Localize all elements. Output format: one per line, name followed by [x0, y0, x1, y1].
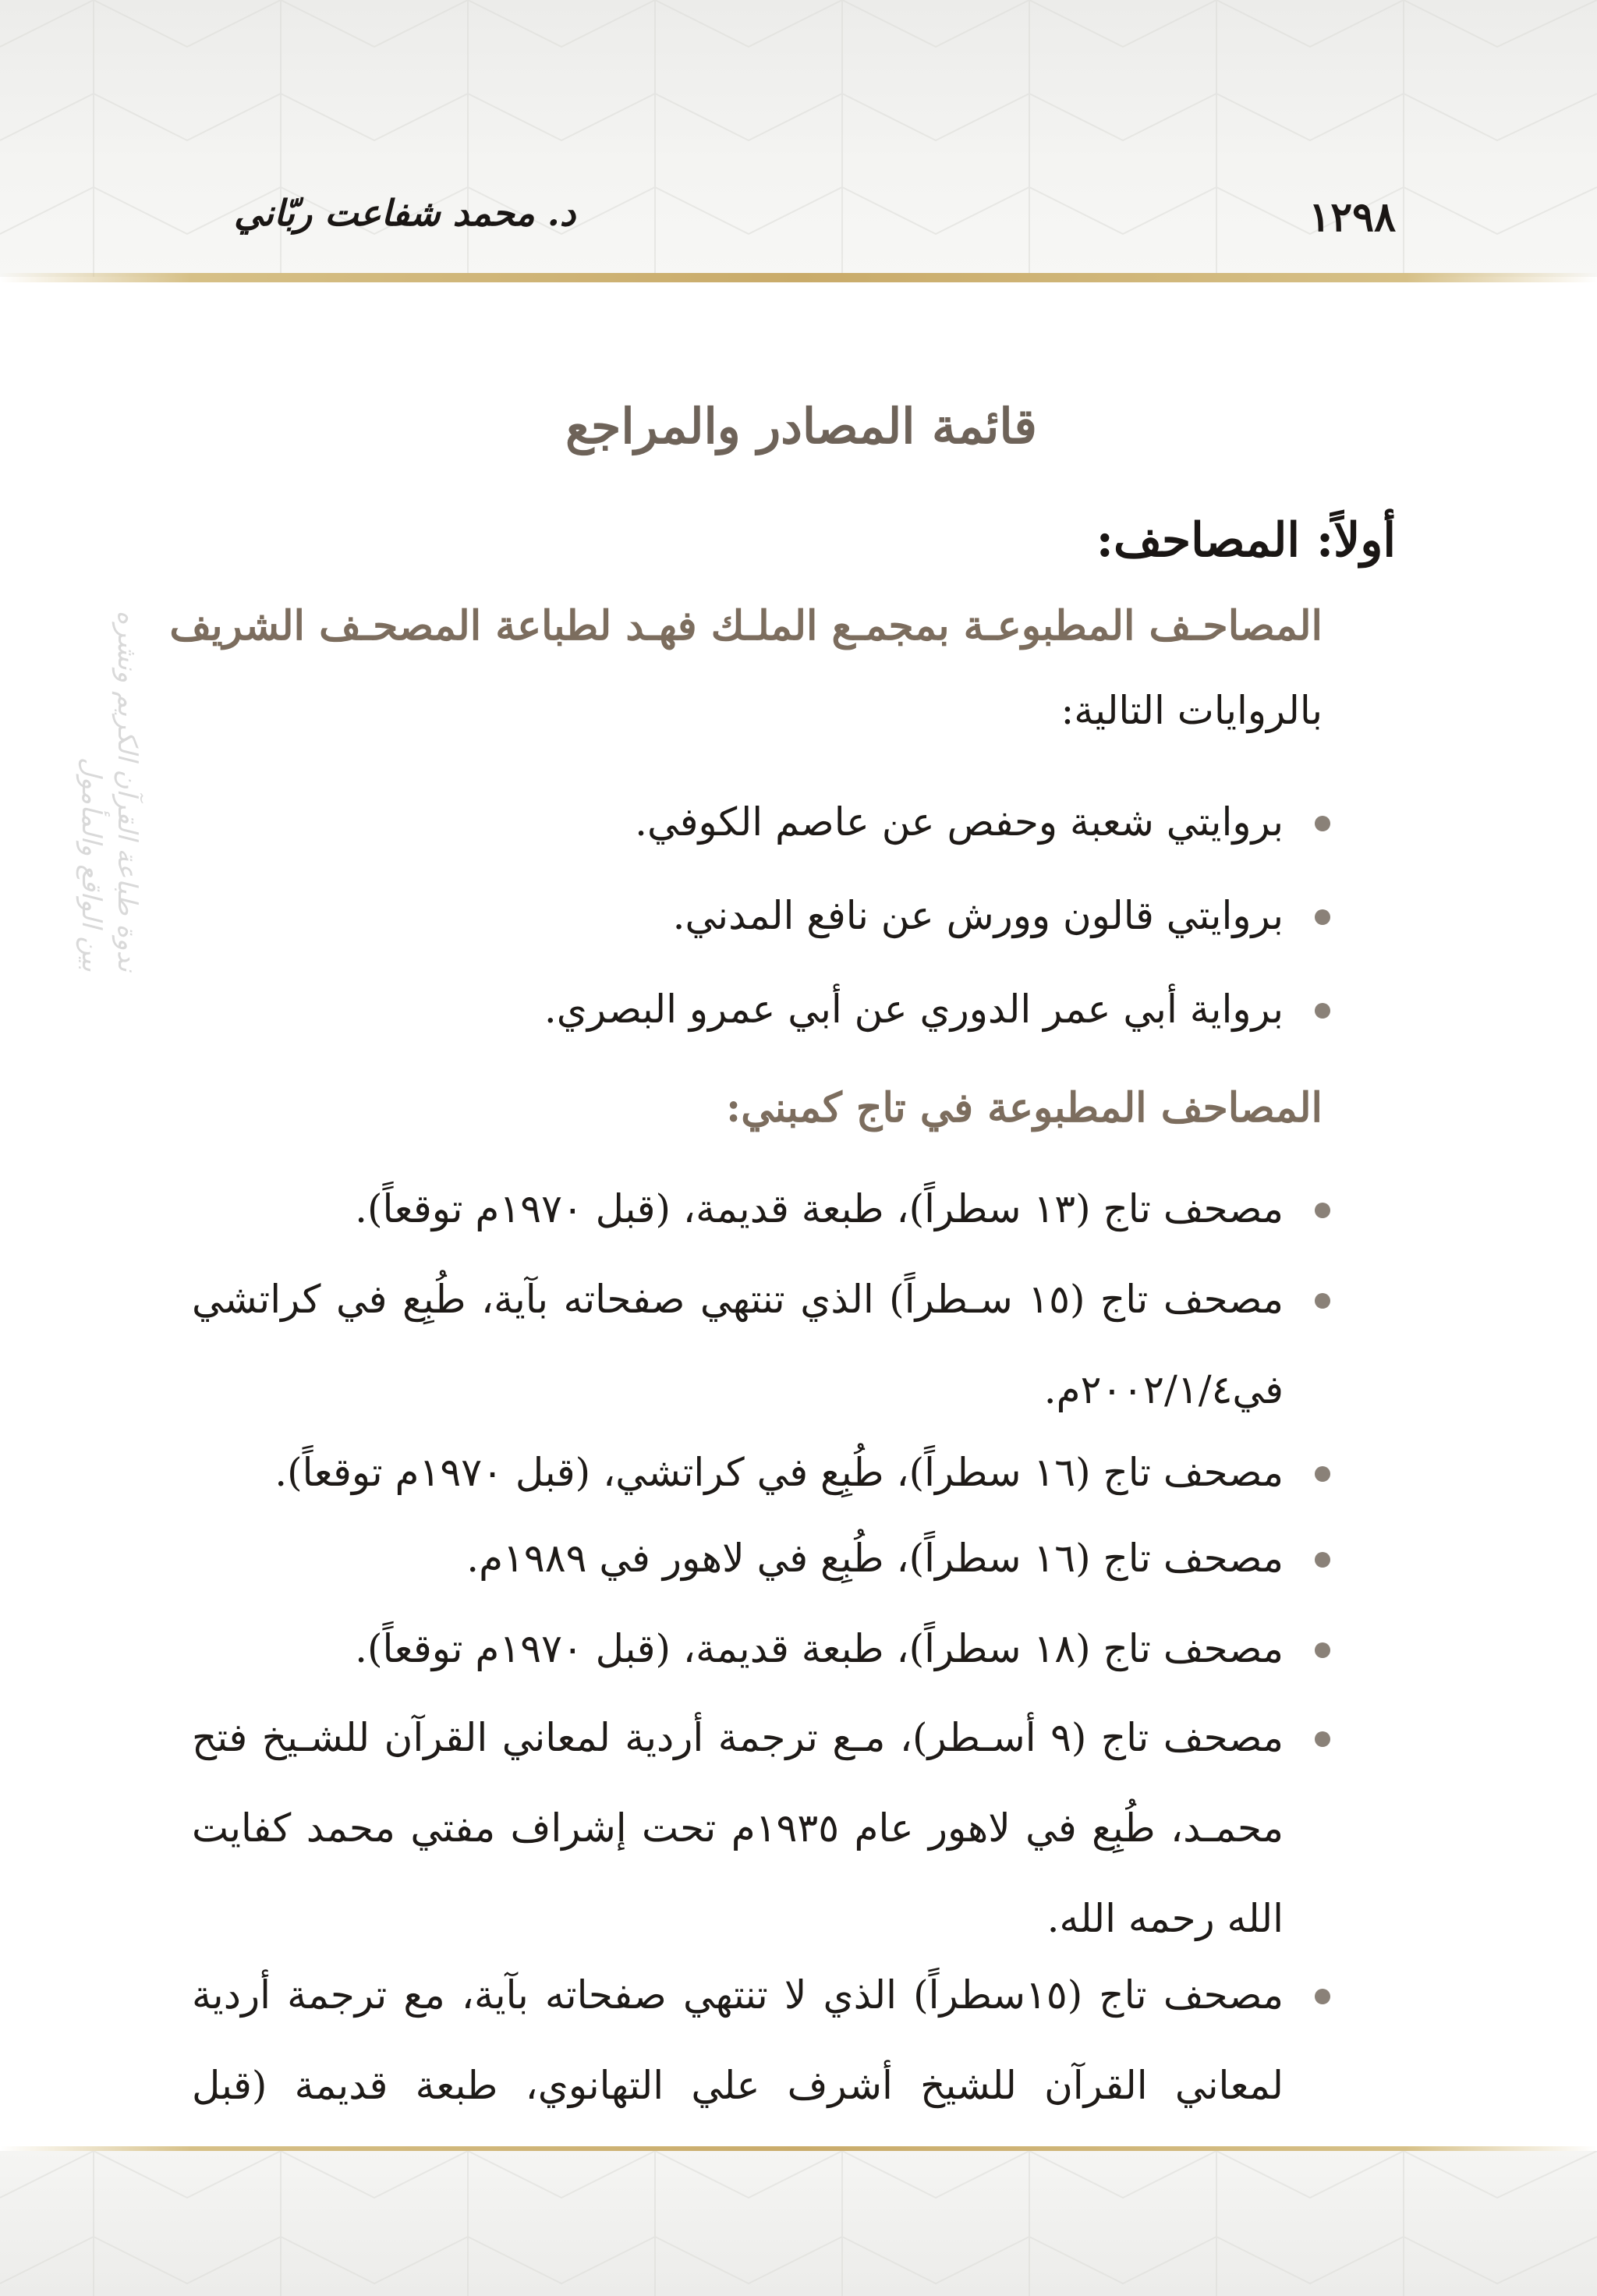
footer-band — [0, 2151, 1597, 2296]
bullet-icon — [1315, 1731, 1330, 1747]
watermark-line-2: بين الواقع والمأمول — [76, 756, 107, 972]
bullet-icon — [1315, 1989, 1330, 2004]
bullet-icon — [1315, 909, 1330, 925]
list-item-text: بروايتي قالون وورش عن نافع المدني. — [672, 893, 1284, 938]
section-heading: أولاً: المصاحف: — [1096, 513, 1396, 568]
list-item-text: برواية أبي عمر الدوري عن أبي عمرو البصري. — [544, 987, 1284, 1032]
header-band — [0, 0, 1597, 277]
list-item — [192, 1254, 1323, 1435]
author-name: د. محمد شفاعت ربّاني — [234, 192, 576, 234]
subheading-king-fahd: المصاحـف المطبوعـة بمجمـع الملـك فهـد لطباعة المصحـف الشريف — [169, 602, 1323, 650]
list-item — [192, 1692, 1323, 1964]
bullet-icon — [1315, 1466, 1330, 1482]
page-title: قائمة المصادر والمراجع — [565, 398, 1037, 455]
bullet-icon — [1315, 1003, 1330, 1019]
list-item — [192, 777, 1323, 867]
list-item-text: مصحف تاج (١٥ سـطراً) الذي تنتهي صفحاته بآية، طُبِع في كراتشي في٢٠٠٢/١/٤م. — [192, 1277, 1284, 1412]
bullet-icon — [1315, 1642, 1330, 1658]
subheading-taj-company: المصاحف المطبوعة في تاج كمبني: — [726, 1084, 1323, 1132]
subheading-continuation: بالروايات التالية: — [1061, 688, 1323, 733]
side-watermark — [73, 610, 145, 972]
bullet-icon — [1315, 816, 1330, 831]
page-number: ١٢٩٨ — [1308, 193, 1396, 241]
list-item-text: مصحف تاج (١٥سطراً) الذي لا تنتهي صفحاته بآية، مع ترجمة أردية لمعاني القرآن للشيخ أشرف علي التهانوي، طبعة قديمة (قبل — [192, 1972, 1284, 2108]
list-item-text: مصحف تاج (١٦ سطراً)، طُبِع في لاهور في ١٩٨٩م. — [466, 1536, 1284, 1581]
list-item-text: بروايتي شعبة وحفص عن عاصم الكوفي. — [635, 799, 1284, 845]
list-item-text: مصحف تاج (١٦ سطراً)، طُبِع في كراتشي، (قبل ١٩٧٠م توقعاً). — [274, 1450, 1284, 1495]
list-item — [192, 1427, 1323, 1518]
list-item — [192, 1513, 1323, 1603]
list-item — [192, 870, 1323, 961]
list-item — [192, 1164, 1323, 1254]
list-item-text: مصحف تاج (١٨ سطراً)، طبعة قديمة، (قبل ١٩٧٠م توقعاً). — [355, 1626, 1284, 1671]
list-item — [192, 1603, 1323, 1694]
list-item-text: مصحف تاج (٩ أسـطر)، مـع ترجمة أردية لمعاني القرآن للشـيخ فتح محمـد، طُبِع في لاهور عام ١٩٣٥م تحت إشراف مفتي محمد كفايت الله رحمه الله. — [192, 1715, 1284, 1941]
bullet-icon — [1315, 1293, 1330, 1309]
bullet-icon — [1315, 1203, 1330, 1218]
watermark-line-1: ندوة طباعة القرآن الكريم ونشره — [112, 610, 143, 972]
geometric-pattern — [0, 2151, 1597, 2296]
bullet-icon — [1315, 1552, 1330, 1568]
list-item-text: مصحف تاج (١٣ سطراً)، طبعة قديمة، (قبل ١٩٧٠م توقعاً). — [355, 1186, 1284, 1231]
header-divider — [0, 273, 1597, 282]
list-item — [192, 964, 1323, 1054]
